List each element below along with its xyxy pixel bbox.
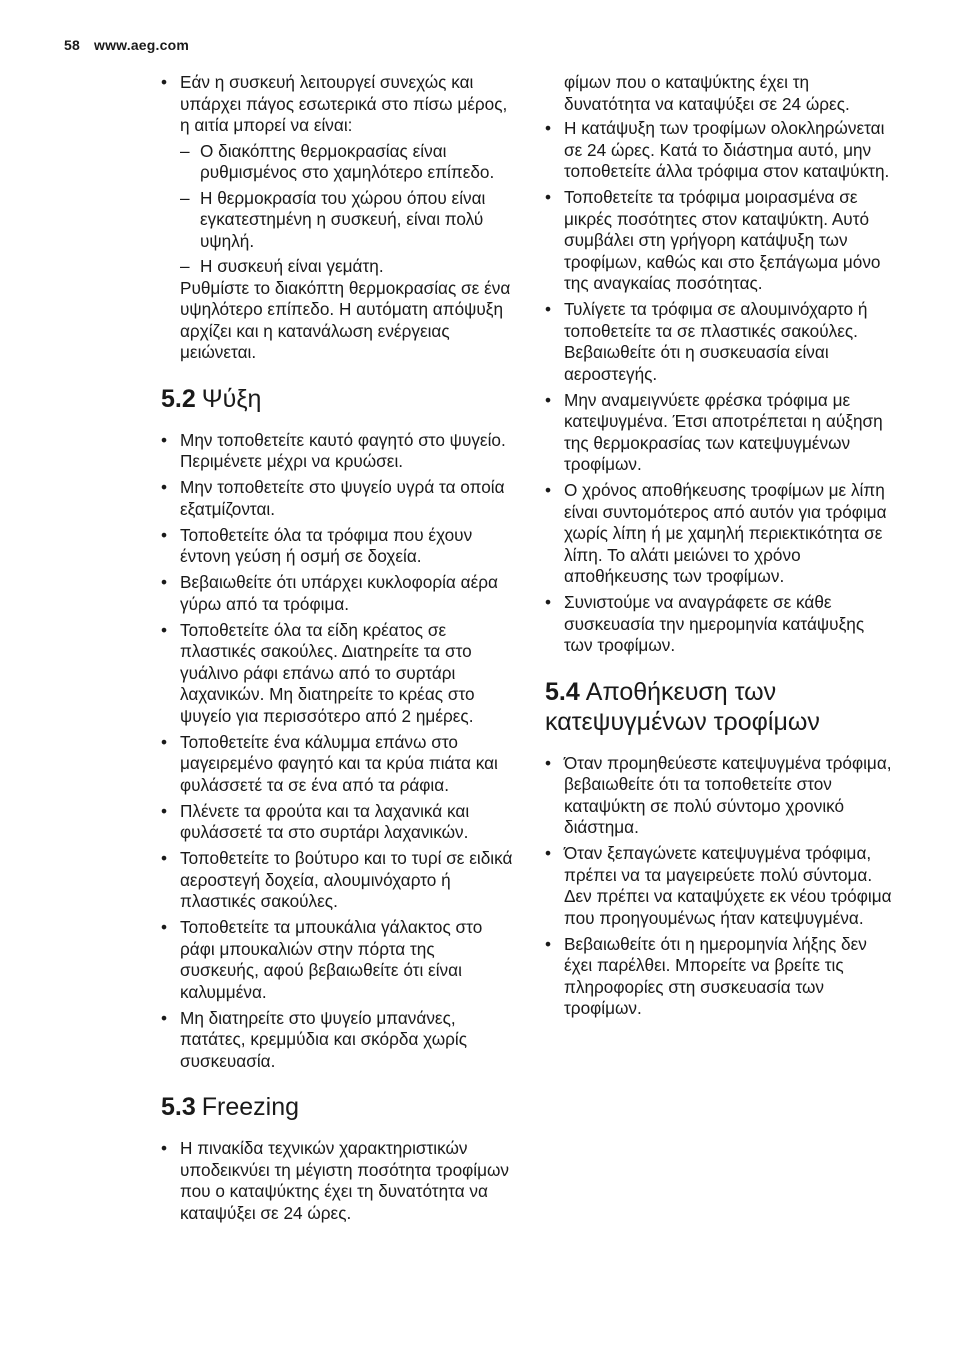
website-link[interactable]: www.aeg.com	[93, 37, 190, 53]
section-number: 5.2	[161, 384, 196, 413]
intro-list	[161, 72, 513, 364]
list-item: • Όταν ξεπαγώνετε κατεψυγμένα τρόφιμα, πρέπει να τα μαγειρεύετε πολύ σύντομα. Δεν πρέπει να καταψύχετε εκ νέου τρόφιμα που προηγουμένως ήταν κατεψυγμένα.	[545, 843, 897, 929]
section-heading-5-4	[545, 677, 897, 737]
list-item: • Τοποθετείτε τα τρόφιμα μοιρασμένα σε μικρές ποσότητες στον καταψύκτη. Αυτό συμβάλει στη γρήγορη κατάψυξη των τροφίμων, καθώς και στο ξεπάγωμα μόνο της αναγκαίας ποσότητας.	[545, 187, 897, 295]
section-title: Freezing	[201, 1093, 300, 1121]
section-title: Ψύξη	[201, 384, 262, 413]
list-item: • Μη διατηρείτε στο ψυγείο μπανάνες, πατάτες, κρεμμύδια και σκόρδα χωρίς συσκευασία.	[161, 1008, 513, 1073]
list-item: • Βεβαιωθείτε ότι η ημερομηνία λήξης δεν έχει παρέλθει. Μπορείτε να βρείτε τις πληροφορίες στη συσκευασία των τροφίμων.	[545, 934, 897, 1020]
dash-list	[180, 141, 513, 278]
list-item: • Μην αναμειγνύετε φρέσκα τρόφιμα με κατεψυγμένα. Έτσι αποτρέπεται η αύξηση της θερμοκρασίας των κατεψυγμένων τροφίμων.	[545, 390, 897, 476]
list-item: • Τοποθετείτε όλα τα τρόφιμα που έχουν έντονη γεύση ή οσμή σε δοχεία.	[161, 525, 513, 568]
list-item: • Τοποθετείτε τα μπουκάλια γάλακτος στο ράφι μπουκαλιών στην πόρτα της συσκευής, αφού βεβαιωθείτε ότι είναι καλυμμένα.	[161, 917, 513, 1003]
list-item: • Βεβαιωθείτε ότι υπάρχει κυκλοφορία αέρα γύρω από τα τρόφιμα.	[161, 572, 513, 615]
page-header	[64, 37, 189, 53]
list-item: • Η πινακίδα τεχνικών χαρακτηριστικών υποδεικνύει τη μέγιστη ποσότητα τροφίμων που ο καταψύκτης έχει τη δυνατότητα να καταψύξει σε 24 ώρες.	[161, 1138, 513, 1181]
list-item: • Τοποθετείτε όλα τα είδη κρέατος σε πλαστικές σακούλες. Διατηρείτε τα στο γυάλινο ράφι επάνω από το συρτάρι λαχανικών. Μη διατηρείτε το κρέας στο ψυγείο για περισσότερο από 2 ημέρες.	[161, 620, 513, 728]
list-item: • Τοποθετείτε το βούτυρο και το τυρί σε ειδικά αεροστεγή δοχεία, αλουμινόχαρτο ή πλαστικές σακούλες.	[161, 848, 513, 913]
list-item: • Μην τοποθετείτε καυτό φαγητό στο ψυγείο. Περιμένετε μέχρι να κρυώσει.	[161, 430, 513, 473]
dash-item: – Η θερμοκρασία του χώρου όπου είναι εγκατεστημένη η συσκευή, είναι πολύ υψηλή.	[180, 188, 513, 253]
dash-item: – Η συσκευή είναι γεμάτη.	[180, 256, 513, 278]
dash-after-text: Ρυθμίστε το διακόπτη θερμοκρασίας σε ένα υψηλότερο επίπεδο. Η αυτόματη απόψυξη αρχίζει και η κατανάλωση ενέργειας μειώνεται.	[180, 277, 511, 362]
freezing-list-start	[161, 1138, 513, 1223]
right-column	[545, 72, 897, 1024]
section-number: 5.3	[161, 1093, 196, 1121]
section-title: Αποθήκευση των κατεψυγμένων τροφίμων	[545, 677, 820, 736]
list-item: • Όταν προμηθεύεστε κατεψυγμένα τρόφιμα, βεβαιωθείτε ότι τα τοποθετείτε στον καταψύκτη σε πολύ σύντομο χρονικό διάστημα.	[545, 753, 897, 839]
section-heading-5-2	[161, 384, 513, 414]
cooling-list	[161, 430, 513, 1073]
list-item	[161, 72, 513, 364]
frozen-storage-list	[545, 753, 897, 1020]
list-item: • Συνιστούμε να αναγράφετε σε κάθε συσκευασία την ημερομηνία κατάψυξης των τροφίμων.	[545, 592, 897, 657]
freezing-list	[545, 118, 897, 657]
section-number: 5.4	[545, 677, 580, 706]
list-item: • Τυλίγετε τα τρόφιμα σε αλουμινόχαρτο ή τοποθετείτε τα σε πλαστικές σακούλες. Βεβαιωθείτε ότι η συσκευασία είναι αεροστεγής.	[545, 299, 897, 385]
list-item: • Τοποθετείτε ένα κάλυμμα επάνω στο μαγειρεμένο φαγητό και τα κρύα πιάτα και φυλάσσετέ τα σε ένα από τα ράφια.	[161, 732, 513, 797]
page-number: 58	[64, 37, 80, 53]
list-item: • Ο χρόνος αποθήκευσης τροφίμων με λίπη είναι συντομότερος από αυτόν για τρόφιμα χωρίς λίπη ή με χαμηλή περιεκτικότητα σε λίπη. Το αλάτι μειώνει το χρόνο αποθήκευσης των τροφίμων.	[545, 480, 897, 588]
dash-item: – Ο διακόπτης θερμοκρασίας είναι ρυθμισμένος στο χαμηλότερο επίπεδο.	[180, 141, 513, 184]
left-column	[161, 72, 513, 1223]
list-item: • Η κατάψυξη των τροφίμων ολοκληρώνεται σε 24 ώρες. Κατά το διάστημα αυτό, μην τοποθετείτε άλλα τρόφιμα στον καταψύκτη.	[545, 118, 897, 183]
continued-text: φίμων που ο καταψύκτης έχει τη δυνατότητα να καταψύξει σε 24 ώρες.	[564, 72, 850, 114]
list-item: • Μην τοποθετείτε στο ψυγείο υγρά τα οποία εξατμίζονται.	[161, 477, 513, 520]
list-item-text: • Εάν η συσκευή λειτουργεί συνεχώς και υπάρχει πάγος εσωτερικά στο πίσω μέρος, η αιτία μπορεί να είναι:	[180, 72, 508, 135]
list-item: • Πλένετε τα φρούτα και τα λαχανικά και φυλάσσετέ τα στο συρτάρι λαχανικών.	[161, 801, 513, 844]
section-heading-5-3	[161, 1092, 513, 1122]
